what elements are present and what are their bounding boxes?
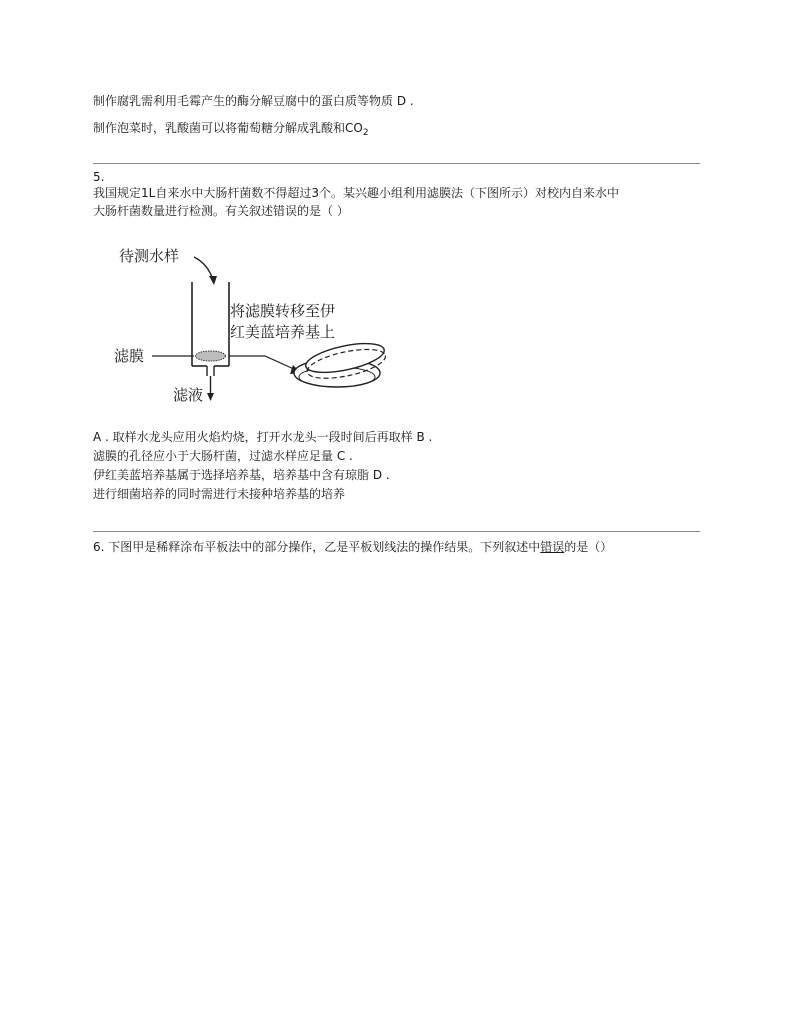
option-line-top-2 <box>93 121 369 140</box>
question-divider <box>93 163 700 164</box>
option-line-top-1: 制作腐乳需利用毛霉产生的酶分解豆腐中的蛋白质等物质 D . <box>93 94 414 108</box>
question-6-stem-text: 6. 下图甲是稀释涂布平板法中的部分操作，乙是平板划线法的操作结果。下列叙述中 <box>93 540 541 554</box>
question-5-option-line-3: 伊红美蓝培养基属于选择培养基，培养基中含有琼脂 D . <box>93 468 390 482</box>
label-sample: 待测水样 <box>119 247 180 265</box>
membrane-filtration-figure <box>100 240 400 410</box>
question-6-stem-end: 的是（） <box>564 540 613 554</box>
option-text: 制作泡菜时，乳酸菌可以将葡萄糖分解成乳酸和CO <box>93 121 363 135</box>
underlined-keyword: 错误 <box>540 540 565 554</box>
question-6-stem <box>93 540 612 554</box>
label-transfer-1: 将滤膜转移至伊 <box>230 302 336 320</box>
question-5-option-line-1: A . 取样水龙头应用火焰灼烧，打开水龙头一段时间后再取样 B . <box>93 430 433 444</box>
subscript-2: 2 <box>362 128 369 138</box>
question-divider <box>93 531 700 532</box>
question-5-option-line-2: 滤膜的孔径应小于大肠杆菌，过滤水样应足量 C . <box>93 449 353 463</box>
question-number-5: 5. <box>93 170 105 184</box>
filtrate-arrowhead <box>207 393 214 401</box>
transfer-arrow <box>229 356 296 370</box>
question-5-stem-line-1: 我国规定1L自来水中大肠杆菌数不得超过3个。某兴趣小组利用滤膜法（下图所示）对校内自来水中 <box>93 186 619 200</box>
label-filtrate: 滤液 <box>173 386 204 404</box>
membrane-disc <box>196 351 226 361</box>
arrow-head <box>209 276 217 285</box>
question-5-stem-line-2: 大肠杆菌数量进行检测。有关叙述错误的是（ ） <box>93 204 349 218</box>
label-membrane: 滤膜 <box>114 347 145 365</box>
label-transfer-2: 红美蓝培养基上 <box>230 323 336 341</box>
question-5-option-line-4: 进行细菌培养的同时需进行未接种培养基的培养 <box>93 487 346 501</box>
